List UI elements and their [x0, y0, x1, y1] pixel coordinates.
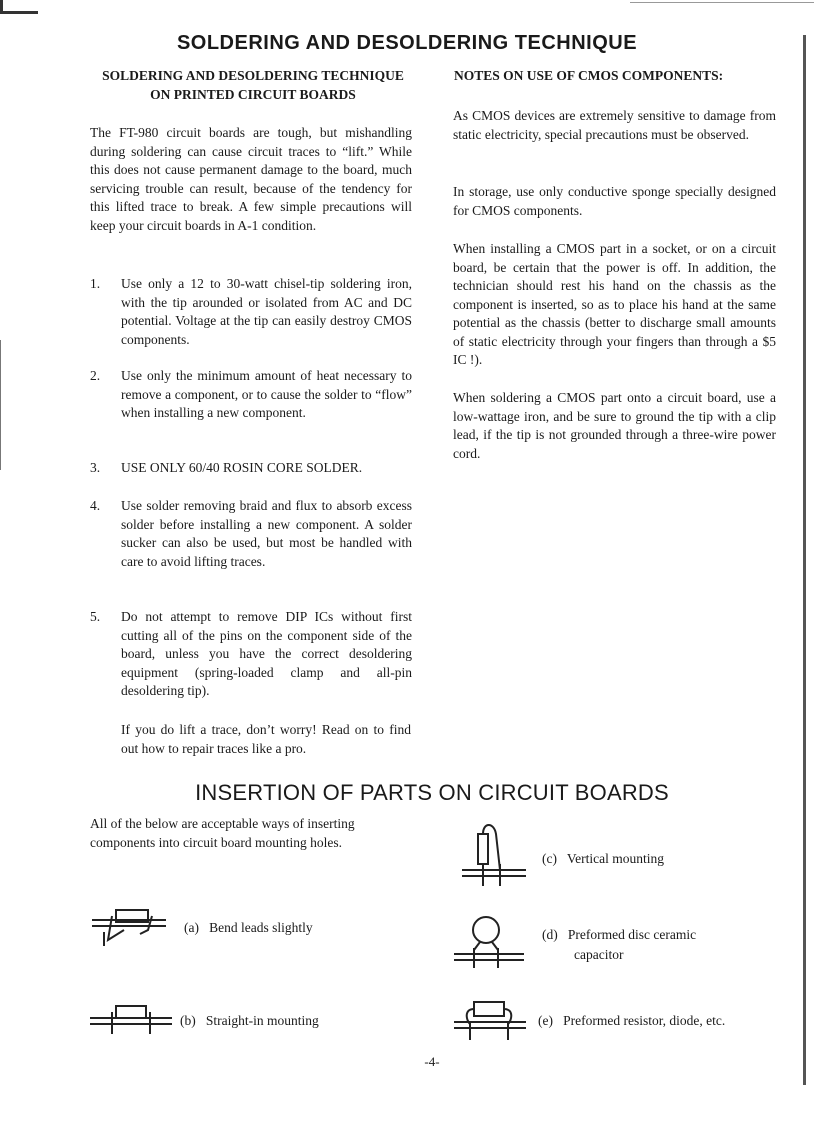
- figure-a-label: (a): [184, 920, 199, 935]
- list-item: [90, 608, 412, 701]
- page-title: SOLDERING AND DESOLDERING TECHNIQUE: [176, 32, 638, 54]
- figure-c-text: Vertical mounting: [566, 851, 664, 866]
- list-item: [90, 367, 412, 423]
- figure-b-caption: [180, 1011, 319, 1031]
- figure-d-text2: capacitor: [574, 947, 624, 962]
- cmos-paragraph: As CMOS devices are extremely sensitive to damage from static electricity, special precautions must be observed.: [453, 108, 776, 142]
- figure-c-label: (c): [542, 851, 557, 866]
- figure-d-text: Preformed disc ceramic: [567, 927, 697, 942]
- scan-line-top-right: [630, 2, 814, 3]
- figure-a-caption: [184, 918, 313, 938]
- figure-b-text: Straight-in mounting: [205, 1013, 319, 1028]
- closing-paragraph: If you do lift a trace, don’t worry! Read on to find out how to repair traces like a pro.: [121, 722, 411, 756]
- list-item-number: 3.: [90, 460, 101, 475]
- left-heading-line1: SOLDERING AND DESOLDERING TECHNIQUE: [102, 68, 404, 83]
- preformed-resistor-diagram: [452, 998, 532, 1044]
- figure-c-caption: [542, 849, 664, 869]
- list-item-text: USE ONLY 60/40 ROSIN CORE SOLDER.: [121, 460, 363, 475]
- figure-a-text: Bend leads slightly: [209, 920, 313, 935]
- figure-d-label: (d): [542, 927, 558, 942]
- insertion-intro: All of the below are acceptable ways of inserting components into circuit board mounting holes.: [90, 816, 355, 850]
- cmos-paragraph: In storage, use only conductive sponge specially designed for CMOS components.: [453, 184, 776, 218]
- right-column-heading: NOTES ON USE OF CMOS COMPONENTS:: [454, 68, 724, 83]
- list-item-number: 4.: [90, 498, 101, 513]
- straight-in-diagram: [88, 1004, 178, 1040]
- list-item-text: Use only the minimum amount of heat necessary to remove a component, or to cause the solder to “flow” when installing a new component.: [121, 368, 412, 420]
- scan-mark-top-left-dash: [0, 11, 38, 14]
- list-item-number: 5.: [90, 609, 101, 624]
- list-item-number: 2.: [90, 368, 101, 383]
- left-heading-line2: ON PRINTED CIRCUIT BOARDS: [150, 87, 356, 102]
- list-item-number: 1.: [90, 276, 101, 291]
- list-item: [90, 497, 412, 571]
- scan-edge-right: [803, 35, 806, 1085]
- vertical-mount-diagram: [460, 820, 530, 890]
- list-item: [90, 275, 412, 349]
- disc-capacitor-diagram: [452, 910, 532, 970]
- list-item-text: Do not attempt to remove DIP ICs without first cutting all of the pins on the component side of the board, unless you have the correct desoldering equipment (spring-loaded clamp and all-pin desoldering tip).: [121, 609, 412, 698]
- scan-edge-left: [0, 340, 1, 470]
- list-item-text: Use solder removing braid and flux to absorb excess solder before installing a new component. A solder sucker can also be used, but most be handled with care to avoid lifting traces.: [121, 498, 412, 569]
- figure-e-text: Preformed resistor, diode, etc.: [563, 1013, 726, 1028]
- page-number: -4-: [424, 1054, 440, 1069]
- cmos-paragraph: When soldering a CMOS part onto a circuit board, use a low-wattage iron, and be sure to ground the tip with a clip lead, if the tip is not grounded through a three-wire power cord.: [453, 390, 776, 461]
- bent-leads-diagram: [90, 902, 180, 952]
- figure-e-caption: [538, 1011, 725, 1031]
- cmos-paragraph: When installing a CMOS part in a socket, or on a circuit board, be certain that the power is off. In addition, the technician should rest his hand on the chassis as the component is inserted, so as to place his hand at the same potential as the chassis (better to discharge small amounts of static electricity through your fingers than through a $5 IC !).: [453, 241, 776, 367]
- insertion-section-title: INSERTION OF PARTS ON CIRCUIT BOARDS: [195, 780, 669, 805]
- list-item-text: Use only a 12 to 30-watt chisel-tip soldering iron, with the tip arounded or isolated from AC and DC potential. Voltage at the tip can easily destroy CMOS components.: [121, 276, 412, 347]
- list-item: [90, 459, 412, 478]
- intro-paragraph: The FT-980 circuit boards are tough, but mishandling during soldering can cause circuit traces to “lift.” While this does not cause permanent damage to the board, much servicing trouble can result, because of the tendency for this lifted trace to break. A few simple precautions will keep your circuit boards in A-1 condition.: [90, 125, 412, 233]
- left-column-heading: [88, 66, 418, 104]
- figure-d-caption: [542, 925, 696, 965]
- figure-e-label: (e): [538, 1013, 553, 1028]
- figure-b-label: (b): [180, 1013, 196, 1028]
